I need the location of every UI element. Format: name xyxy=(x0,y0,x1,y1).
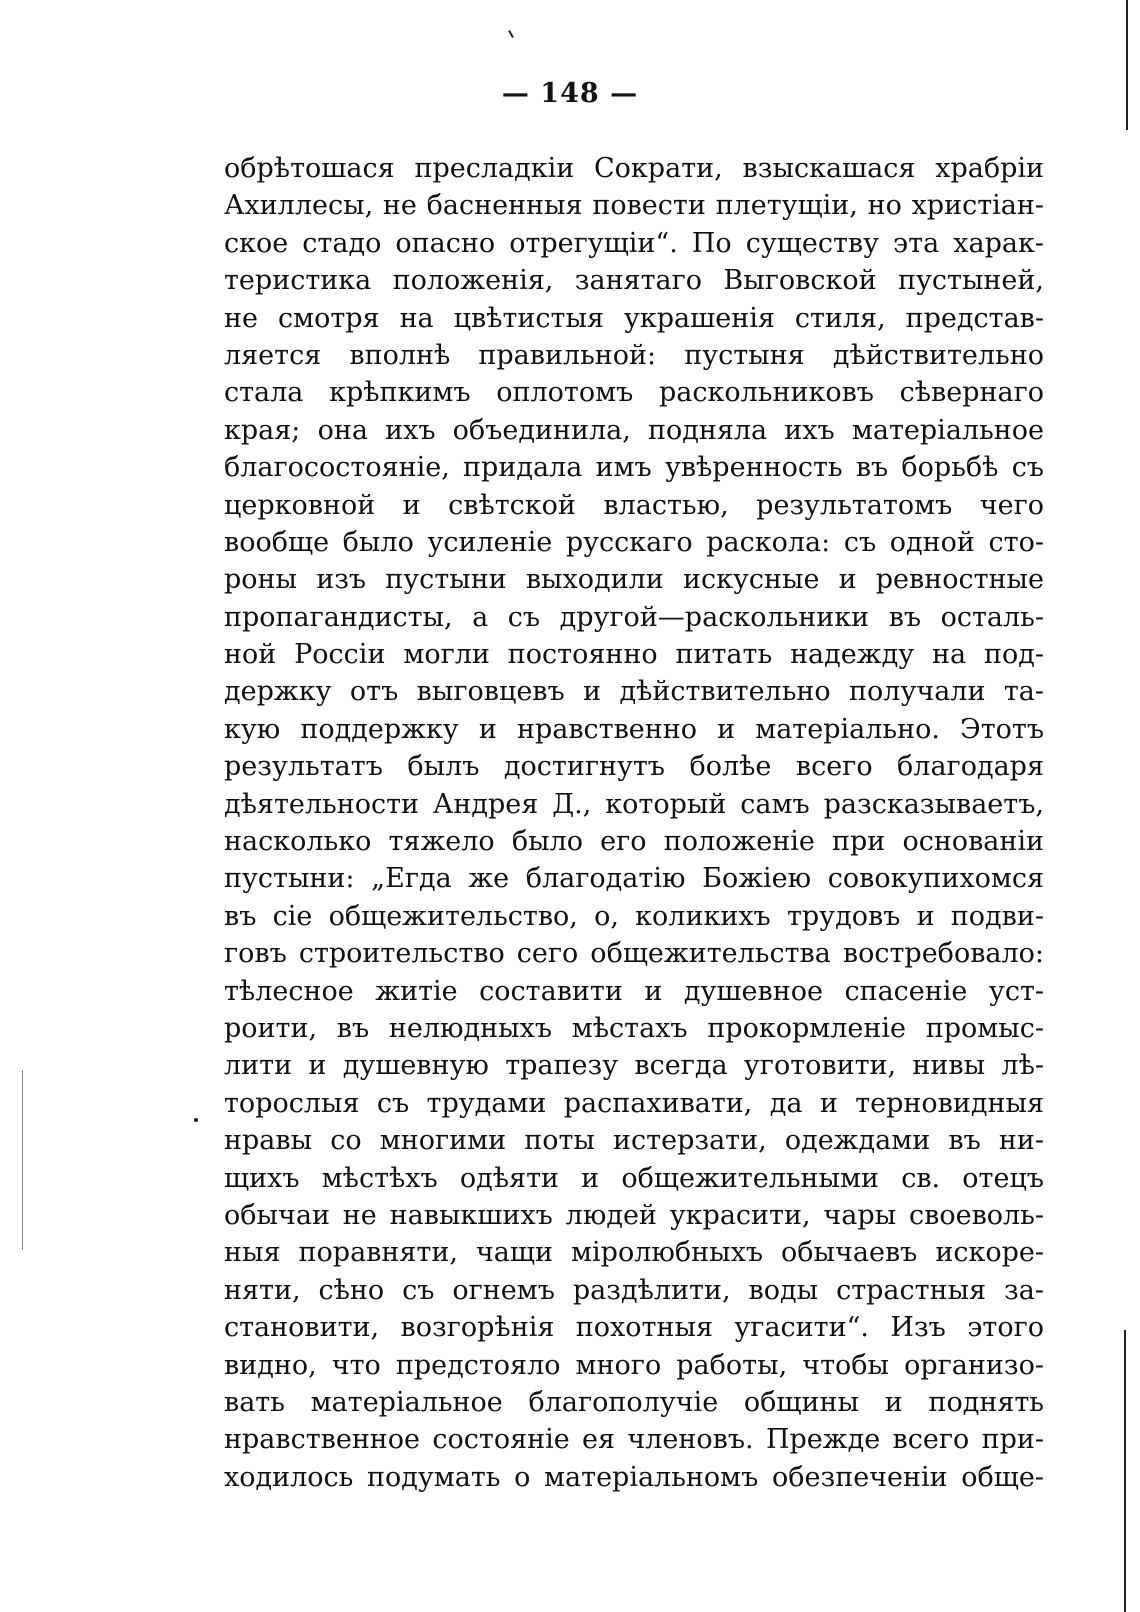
text-line: въ сіе общежительство, о, коликихъ трудовъ и подви- xyxy=(224,900,1044,932)
scan-edge-line-top xyxy=(1126,0,1128,130)
text-line: держку отъ выговцевъ и дѣйствительно получали та- xyxy=(224,676,1044,708)
text-line: края; она ихъ объединила, подняла ихъ матеріальное xyxy=(224,414,1044,446)
text-line: роити, въ нелюдныхъ мѣстахъ прокормленіе промыс- xyxy=(224,1012,1044,1044)
text-line: дѣятельности Андрея Д., который самъ разсказываетъ, xyxy=(224,788,1044,820)
text-line: обычаи не навыкшихъ людей украсити, чары своеволь- xyxy=(224,1199,1044,1231)
scan-artifact-tick xyxy=(508,30,514,38)
text-line: пустыни: „Егда же благодатію Божіею совокупихомся xyxy=(224,863,1044,895)
scan-artifact-dot xyxy=(194,1118,198,1122)
text-line: говъ строительство сего общежительства востребовало: xyxy=(224,938,1044,970)
text-line: не смотря на цвѣтистыя украшенія стиля, представ- xyxy=(224,302,1044,334)
text-line: вообще было усиленіе русскаго раскола: съ одной сто- xyxy=(224,526,1044,558)
text-line: результатъ былъ достигнутъ болѣе всего благодаря xyxy=(224,751,1044,783)
text-line: благосостояніе, придала имъ увѣренность въ борьбѣ съ xyxy=(224,452,1044,484)
text-line: обрѣтошася пресладкіи Сократи, взыскашася храбріи xyxy=(224,153,1044,184)
text-line: лити и душевную трапезу всегда уготовити, нивы лѣ- xyxy=(224,1050,1044,1082)
body-text xyxy=(224,150,1044,1496)
text-line: нравственное состояніе ея членовъ. Прежде всего при- xyxy=(224,1424,1044,1456)
text-line: кую поддержку и нравственно и матеріально. Этотъ xyxy=(224,713,1044,745)
text-line: ныя поравняти, чащи міролюбныхъ обычаевъ искоре- xyxy=(224,1237,1044,1269)
scan-edge-line-left xyxy=(22,1070,23,1250)
scan-edge-line-bottom xyxy=(1124,1330,1126,1612)
text-line: тѣлесное житіе составити и душевное спасеніе уст- xyxy=(224,975,1044,1007)
text-line: ходилось подумать о матеріальномъ обезпеченіи обще- xyxy=(224,1461,1044,1493)
text-line: видно, что предстояло много работы, чтобы организо- xyxy=(224,1349,1044,1381)
text-line: пропагандисты, а съ другой—раскольники въ осталь- xyxy=(224,601,1044,633)
text-line: ляется вполнѣ правильной: пустыня дѣйствительно xyxy=(224,339,1044,371)
text-line: Ахиллесы, не басненныя повести плетущіи, но христіан- xyxy=(224,190,1044,222)
text-line: вать матеріальное благополучіе общины и поднять xyxy=(224,1386,1044,1418)
text-line: роны изъ пустыни выходили искусные и ревностные xyxy=(224,564,1044,596)
text-line: теристика положенія, занятаго Выговской пустыней, xyxy=(224,265,1044,297)
page-number: — 148 — xyxy=(501,78,639,109)
text-line: нравы со многими поты истерзати, одеждами въ ни- xyxy=(224,1125,1044,1157)
text-line: церковной и свѣтской властью, результатомъ чего xyxy=(224,489,1044,521)
text-line: ной Россіи могли постоянно питать надежду на под- xyxy=(224,639,1044,671)
text-line: ское стадо опасно отрегущіи“. По существу эта харак- xyxy=(224,227,1044,259)
text-line: щихъ мѣстѣхъ одѣяти и общежительными св. отецъ xyxy=(224,1162,1044,1194)
text-line: няти, сѣно съ огнемъ раздѣлити, воды страстныя за- xyxy=(224,1274,1044,1306)
text-line: стала крѣпкимъ оплотомъ раскольниковъ сѣвернаго xyxy=(224,377,1044,409)
text-line: торослыя съ трудами распахивати, да и терновидныя xyxy=(224,1087,1044,1119)
text-line: насколько тяжело было его положеніе при основаніи xyxy=(224,826,1044,858)
text-line: становити, возгорѣнія похотныя угасити“. Изъ этого xyxy=(224,1312,1044,1344)
